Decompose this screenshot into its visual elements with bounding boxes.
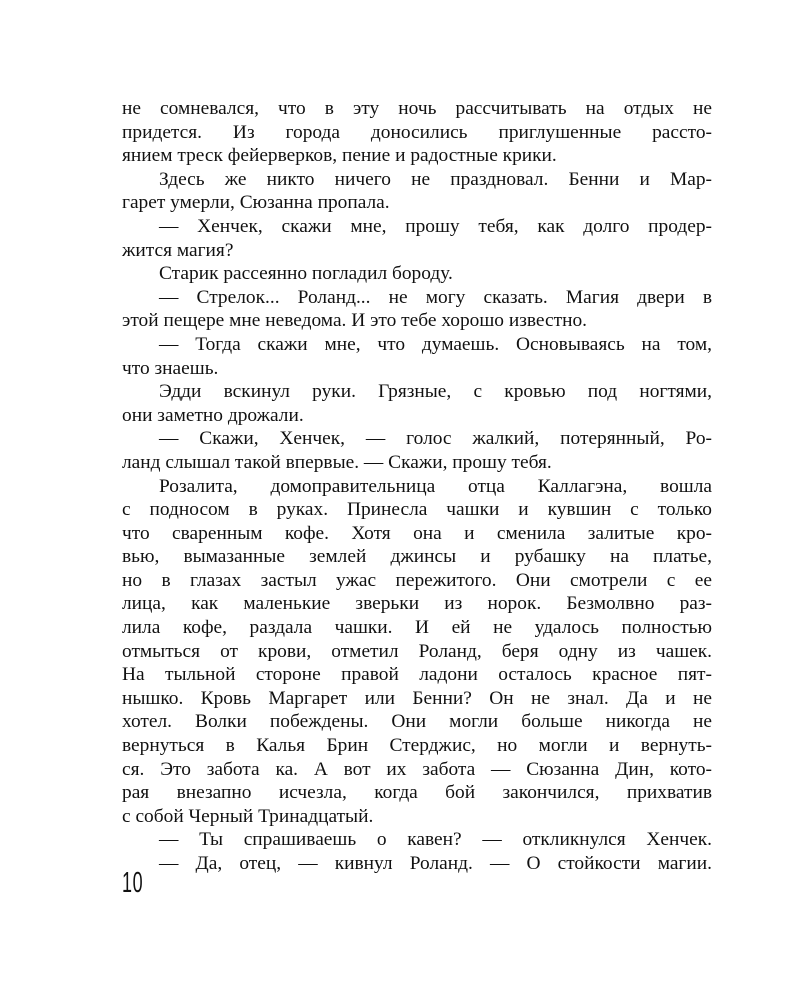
text-line: что сваренным кофе. Хотя она и сменила залитые кро- xyxy=(122,522,712,544)
text-line: На тыльной стороне правой ладони осталось красное пят- xyxy=(122,664,712,686)
text-line: но в глазах застыл ужас пережитого. Они смотрели с ее xyxy=(122,569,712,591)
text-line: что знаешь. xyxy=(122,357,219,379)
text-line: вью, вымазанные землей джинсы и рубашку на платье, xyxy=(122,546,712,568)
text-line: лица, как маленькие зверьки из норок. Безмолвно раз- xyxy=(122,593,712,615)
text-line: придется. Из города доносились приглушенные рассто- xyxy=(122,121,712,143)
text-line: Старик рассеянно погладил бороду. xyxy=(159,263,453,285)
text-line: вернуться в Калья Брин Стерджис, но могли и вернуть- xyxy=(122,735,712,757)
text-line: рая внезапно исчезла, когда бой закончился, прихватив xyxy=(122,782,712,804)
text-line: не сомневался, что в эту ночь рассчитывать на отдых не xyxy=(122,98,712,119)
text-line: — Стрелок... Роланд... не могу сказать. Магия двери в xyxy=(159,286,712,308)
text-line: лила кофе, раздала чашки. И ей не удалось полностью xyxy=(122,617,712,639)
page-number: 10 xyxy=(122,867,144,899)
text-line: гарет умерли, Сюзанна пропала. xyxy=(122,192,390,214)
text-line: — Ты спрашиваешь о кавен? — откликнулся Хенчек. xyxy=(159,829,712,851)
text-line: этой пещере мне неведома. И это тебе хорошо известно. xyxy=(122,310,588,332)
text-line: жится магия? xyxy=(122,239,234,261)
text-line: — Да, отец, — кивнул Роланд. — О стойкости магии. xyxy=(159,853,712,874)
text-line: — Тогда скажи мне, что думаешь. Основываясь на том, xyxy=(159,333,712,355)
text-line: нышко. Кровь Маргарет или Бенни? Он не знал. Да и не xyxy=(122,687,712,709)
text-line: хотел. Волки побеждены. Они могли больше никогда не xyxy=(122,711,712,733)
text-line: Здесь же никто ничего не праздновал. Бенни и Мар- xyxy=(159,168,712,190)
text-line: Розалита, домоправительница отца Каллагэна, вошла xyxy=(159,475,712,497)
text-line: — Скажи, Хенчек, — голос жалкий, потерянный, Ро- xyxy=(159,428,712,450)
text-line: ся. Это забота ка. А вот их забота — Сюзанна Дин, кото- xyxy=(122,758,712,780)
text-line: отмыться от крови, отметил Роланд, беря одну из чашек. xyxy=(122,640,712,662)
text-line: с собой Черный Тринадцатый. xyxy=(122,805,374,827)
text-line: ланд слышал такой впервые. — Скажи, прошу тебя. xyxy=(122,451,552,473)
text-line: с подносом в руках. Принесла чашки и кувшин с только xyxy=(122,499,712,521)
text-line: — Хенчек, скажи мне, прошу тебя, как долго продер- xyxy=(159,215,712,237)
text-line: они заметно дрожали. xyxy=(122,404,304,426)
page-text xyxy=(122,97,712,876)
text-line: Эдди вскинул руки. Грязные, с кровью под ногтями, xyxy=(159,381,712,403)
text-line: янием треск фейерверков, пение и радостные крики. xyxy=(122,145,557,167)
